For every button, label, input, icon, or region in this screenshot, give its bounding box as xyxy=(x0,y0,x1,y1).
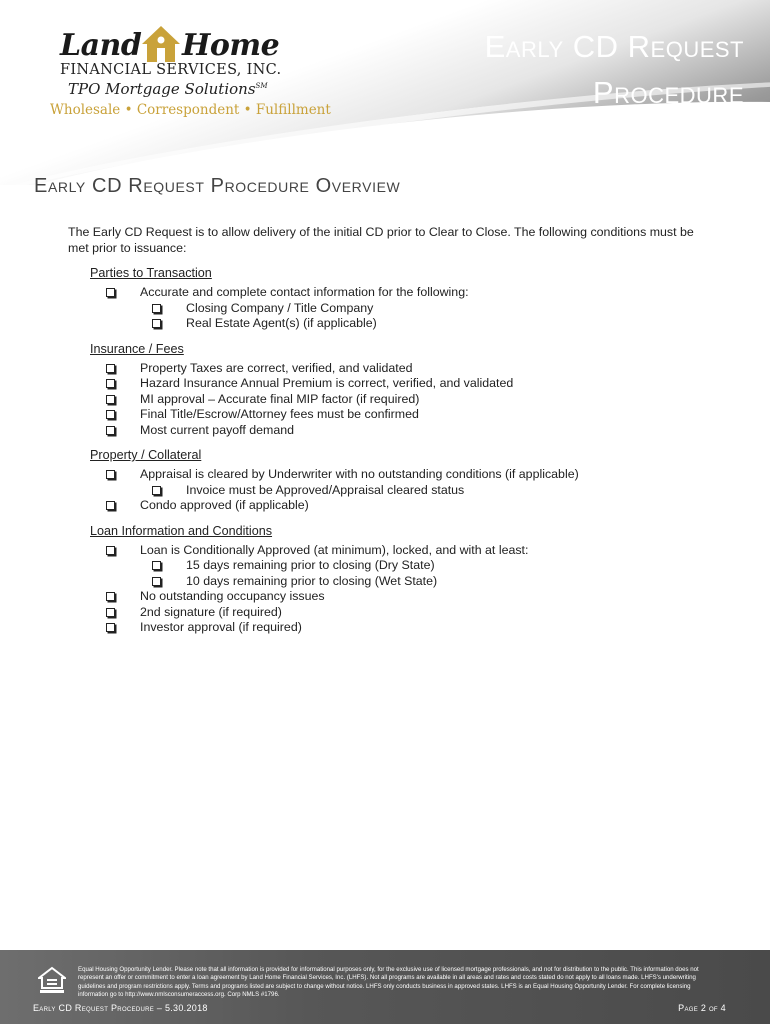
checkbox-icon xyxy=(106,501,115,510)
header-title xyxy=(485,24,744,116)
footer-page-label: Page 2 of 4 xyxy=(678,1003,726,1013)
checklist-item-text: Hazard Insurance Annual Premium is correct, verified, and validated xyxy=(140,376,514,390)
checklist-item-text: Condo approved (if applicable) xyxy=(140,498,309,512)
logo-tpo-mark: SM xyxy=(255,82,268,90)
checklist-item xyxy=(68,620,708,636)
checkbox-icon xyxy=(106,426,115,435)
group-heading: Parties to Transaction xyxy=(90,266,212,280)
section-title: Early CD Request Procedure Overview xyxy=(34,175,401,197)
logo-tpo xyxy=(68,80,268,98)
checklist-item-text: Most current payoff demand xyxy=(140,422,295,437)
checklist-subitem xyxy=(68,483,708,499)
checkbox-icon xyxy=(152,486,161,495)
checkbox-icon xyxy=(106,470,115,479)
checkbox-icon xyxy=(106,592,115,601)
checkbox-icon xyxy=(106,410,115,419)
checklist-subitem xyxy=(68,558,708,574)
checklist-item-text: No outstanding occupancy issues xyxy=(140,589,325,603)
checkbox-icon xyxy=(106,608,115,617)
checklist-subitem xyxy=(68,316,708,332)
checklist-subitem-text: Closing Company / Title Company xyxy=(186,300,374,315)
checkbox-icon xyxy=(152,319,161,328)
checklist-item xyxy=(68,285,708,301)
checkbox-icon xyxy=(106,364,115,373)
checklist-item-text: Investor approval (if required) xyxy=(140,620,302,634)
header-title-line2: Procedure xyxy=(592,75,744,110)
group-heading: Loan Information and Conditions xyxy=(90,523,273,538)
footer-doc-label: Early CD Request Procedure – 5.30.2018 xyxy=(33,1003,208,1013)
checklist-item-text: Accurate and complete contact information for the following: xyxy=(140,285,469,299)
checklist-subitem xyxy=(68,574,708,590)
header-title-line1: Early CD Request xyxy=(484,29,744,64)
checklist-item xyxy=(68,605,708,621)
checklist-subitem-text: 10 days remaining prior to closing (Wet State) xyxy=(186,573,438,588)
checkbox-icon xyxy=(152,561,161,570)
checkbox-icon xyxy=(106,288,115,297)
checkbox-icon xyxy=(106,623,115,632)
checkbox-icon xyxy=(106,395,115,404)
group-heading: Insurance / Fees xyxy=(90,341,184,356)
checkbox-icon xyxy=(106,379,115,388)
document-body xyxy=(68,224,708,636)
logo-word-left: Land xyxy=(60,28,142,63)
equal-housing-icon xyxy=(38,966,66,994)
checklist-item xyxy=(68,407,708,423)
logo-tpo-text: TPO Mortgage Solutions xyxy=(68,80,256,98)
checklist-item xyxy=(68,423,708,439)
logo-company-name: FINANCIAL SERVICES, INC. xyxy=(60,62,282,78)
checklist-item xyxy=(68,589,708,605)
checklist-item xyxy=(68,467,708,483)
checklist-item-text: 2nd signature (if required) xyxy=(140,604,282,619)
checklist-item xyxy=(68,498,708,514)
company-logo xyxy=(48,18,331,128)
checklist-item-text: Loan is Conditionally Approved (at minimum), locked, and with at least: xyxy=(140,542,529,557)
checklist-subitem-text: Invoice must be Approved/Appraisal cleared status xyxy=(186,482,465,497)
group-heading: Property / Collateral xyxy=(90,448,202,462)
checklist-subitem xyxy=(68,301,708,317)
checkbox-icon xyxy=(152,304,161,313)
checkbox-icon xyxy=(152,577,161,586)
footer-disclaimer: Equal Housing Opportunity Lender. Please note that all information is provided for informational purposes only, for the exclusive use of licensed mortgage professionals, and not for distribution to the public. This information does not represent an offer or commitment to enter a loan agreement by Land Home Financial Services, Inc. (LHFS). Not all programs are available in all areas and rates and costs stated do not apply to all loans made. LHFS's underwriting guidelines and program restrictions apply. Terms and programs listed are subject to change without notice. LHFS only conducts business in approved states. LHFS is an Equal Housing Opportunity Lender. For complete licensing information go to http://www.nmlsconsumeraccess.org. Corp NMLS #1796. xyxy=(78,966,699,999)
house-icon xyxy=(140,24,182,64)
footer-band xyxy=(0,950,770,1024)
checklist-item xyxy=(68,543,708,559)
checklist-groups xyxy=(68,265,708,636)
checkbox-icon xyxy=(106,546,115,555)
checklist-item xyxy=(68,392,708,408)
logo-word-right: Home xyxy=(182,28,280,63)
checklist-item-text: Final Title/Escrow/Attorney fees must be confirmed xyxy=(140,407,419,421)
checklist-item-text: Appraisal is cleared by Underwriter with no outstanding conditions (if applicable) xyxy=(140,467,579,481)
checklist-item-text: Property Taxes are correct, verified, and validated xyxy=(140,360,413,375)
logo-tagline: Wholesale • Correspondent • Fulfillment xyxy=(50,102,331,118)
checklist-item-text: MI approval – Accurate final MIP factor (if required) xyxy=(140,391,420,406)
checklist-subitem-text: 15 days remaining prior to closing (Dry State) xyxy=(186,558,435,572)
intro-paragraph: The Early CD Request is to allow delivery of the initial CD prior to Clear to Close. The following conditions must be met prior to issuance: xyxy=(68,225,694,255)
checklist-item xyxy=(68,361,708,377)
checklist-subitem-text: Real Estate Agent(s) (if applicable) xyxy=(186,316,377,330)
checklist-item xyxy=(68,376,708,392)
